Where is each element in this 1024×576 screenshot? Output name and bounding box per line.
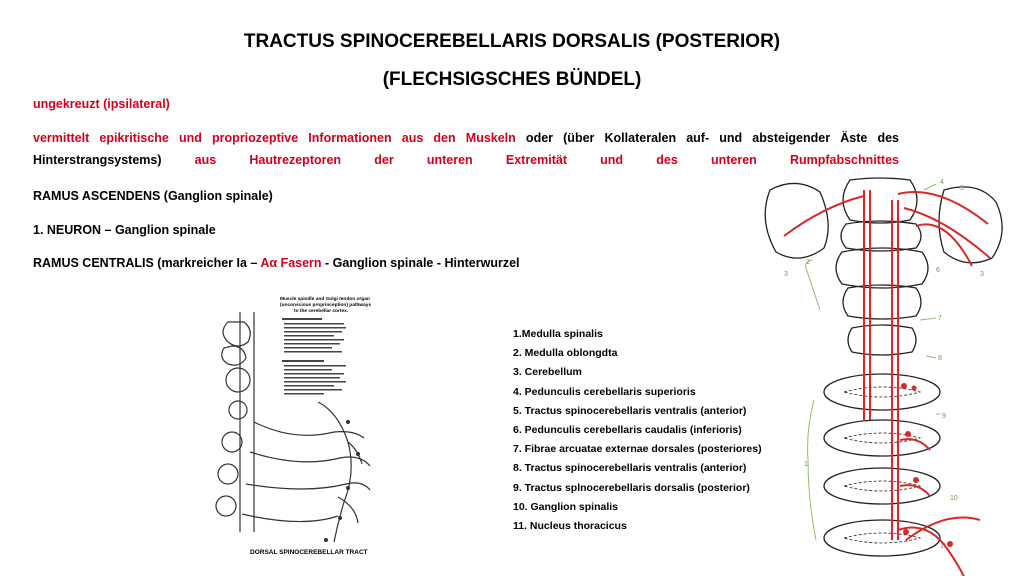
spinal-section-1 <box>824 374 940 410</box>
left-figure-anatomy <box>216 312 370 542</box>
inferior-peduncle-fiber <box>916 224 972 266</box>
ramus-centralis-part-a: RAMUS CENTRALIS (markreicher Ia – <box>33 256 261 270</box>
medulla-lower <box>843 285 921 319</box>
legend-item: 8. Tractus spinocerebellaris ventralis (anterior) <box>513 462 747 475</box>
legend-item: 4. Pedunculis cerebellaris superioris <box>513 385 696 398</box>
legend-item: 10. Ganglion spinalis <box>513 500 619 513</box>
label-5: 5 <box>960 185 964 192</box>
legend-item: 9. Tractus splnocerebellaris dorsalis (posterior) <box>513 481 750 494</box>
left-figure-header-3: to the cerebellar cortex. <box>294 309 349 314</box>
left-figure-notes <box>282 318 346 395</box>
collateral-fiber-1 <box>900 439 930 450</box>
spinal-section-3 <box>824 468 940 504</box>
label-11: 11 <box>940 543 948 550</box>
medulla-upper <box>836 248 928 288</box>
fiber-to-right-cerebellum-1 <box>898 192 988 224</box>
legend-item: 7. Fibrae arcuatae externae dorsales (posteriores) <box>513 443 762 456</box>
cerebellum-left <box>765 183 828 258</box>
description-black-part: oder (über Kollateralen auf- und absteigender Äste des Hinterstrangsystems) <box>33 131 899 167</box>
schematic-number-labels <box>784 179 984 550</box>
spinocerebellar-pathway-schematic <box>740 160 1024 576</box>
label-3-left: 3 <box>784 271 788 278</box>
cerebellum-right <box>939 187 1002 263</box>
left-figure-header-1: Muscle spindle and Golgi tendon organ <box>280 297 370 302</box>
legend-item: 6. Pedunculis cerebellaris caudalis (inferioris) <box>513 424 742 437</box>
description-red-part2: aus Hautrezeptoren der unteren Extremität und des unteren Rumpfabschnittes <box>161 153 899 167</box>
neuron-text: 1. NEURON – Ganglion spinale <box>33 223 216 237</box>
label-leader-lines <box>806 184 940 540</box>
brain-sections <box>765 178 1002 556</box>
label-10: 10 <box>950 495 958 502</box>
left-figure-caption: DORSAL SPINOCEREBELLAR TRACT <box>250 549 368 556</box>
ramus-centralis-text <box>33 256 520 270</box>
ramus-centralis-part-b: - Ganglion spinale - Hinterwurzel <box>321 256 520 270</box>
ramus-centralis-red: Aα Fasern <box>260 256 322 270</box>
dorsal-spinocerebellar-illustration <box>198 292 420 560</box>
description-red-part1: vermittelt epikritische und propriozeptive Informationen aus den Muskeln <box>33 131 516 145</box>
legend-item: 2. Medulla oblongdta <box>513 347 618 360</box>
label-7: 7 <box>938 315 942 322</box>
left-figure-header-2: (unconscious proprioception) pathways <box>280 303 372 308</box>
legend-item: 5. Tractus spinocerebellaris ventralis (anterior) <box>513 404 747 417</box>
left-figure-receptors <box>324 420 360 542</box>
label-2: 2 <box>806 259 810 266</box>
label-6: 6 <box>936 267 940 274</box>
pons <box>841 221 921 251</box>
slide-title-line1: TRACTUS SPINOCEREBELLARIS DORSALIS (POSTERIOR) <box>243 31 781 52</box>
legend-item: 1.Medulla spinalis <box>513 328 603 340</box>
label-9: 9 <box>942 413 946 420</box>
figure-legend <box>513 325 762 536</box>
legend-item: 3. Cerebellum <box>513 366 582 379</box>
label-3-right: 3 <box>980 271 984 278</box>
label-8: 8 <box>938 355 942 362</box>
label-1: 1 <box>804 461 808 468</box>
dorsal-root-fiber <box>898 528 968 576</box>
medulla-caudal <box>848 325 916 355</box>
slide-title-line2: (FLECHSIGSCHES BÜNDEL) <box>382 69 642 90</box>
midbrain <box>843 178 917 223</box>
ungekreuzt-text: ungekreuzt (ipsilateral) <box>33 97 170 111</box>
legend-item: 11. Nucleus thoracicus <box>513 520 627 533</box>
collateral-fiber-2 <box>900 485 930 496</box>
spinal-section-2 <box>824 420 940 456</box>
label-4: 4 <box>940 179 944 186</box>
spinal-section-4 <box>824 520 940 556</box>
ramus-ascendens-text: RAMUS ASCENDENS (Ganglion spinale) <box>33 189 273 203</box>
